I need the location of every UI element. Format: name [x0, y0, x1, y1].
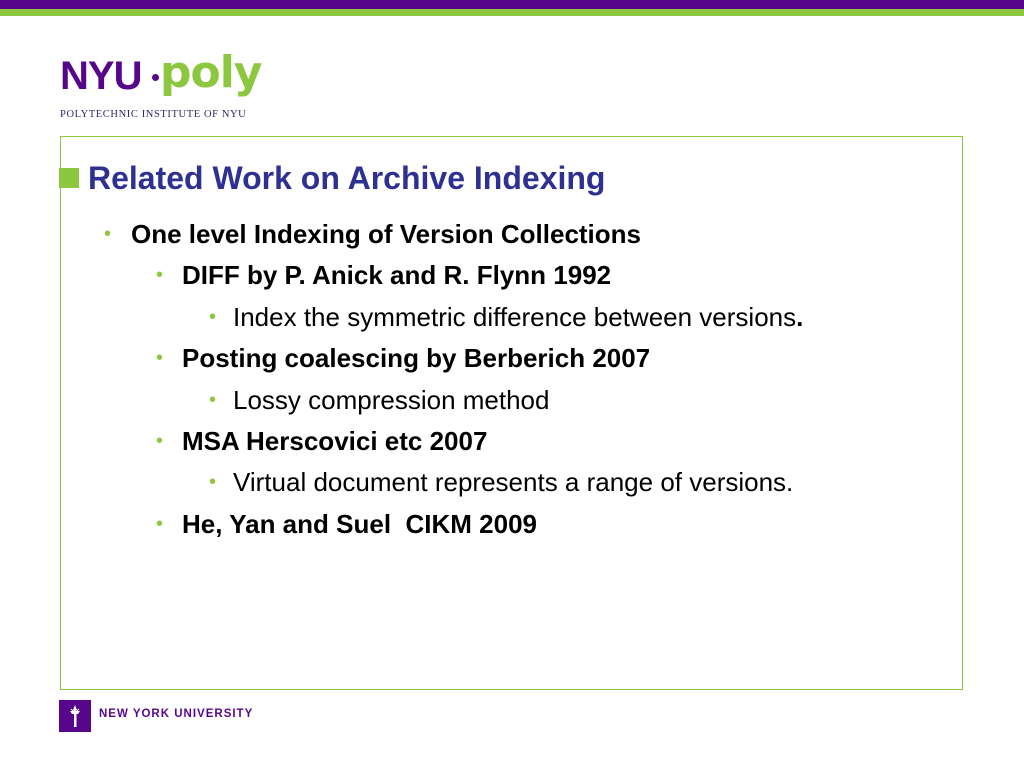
title-square-bullet-icon	[59, 168, 79, 188]
logo-subtitle: POLYTECHNIC INSTITUTE OF NYU	[60, 109, 247, 120]
list-item-text: Posting coalescing by Berberich 2007	[182, 343, 651, 373]
list-item	[233, 466, 793, 498]
list-item-period: .	[796, 302, 804, 332]
list-item-text: MSA Herscovici etc 2007	[182, 426, 488, 456]
list-item-text: Index the symmetric difference between versions	[233, 302, 797, 332]
list-item-text: He, Yan and Suel CIKM 2009	[182, 509, 537, 539]
nyu-poly-logo	[60, 47, 280, 122]
list-item	[182, 425, 487, 457]
bullet-dot-icon: •	[104, 223, 112, 245]
bullet-dot-icon: •	[156, 264, 164, 286]
list-item	[131, 218, 641, 250]
logo-nyu-text: NYU	[60, 54, 142, 98]
nyu-torch-icon	[59, 700, 91, 732]
list-item-text: Lossy compression method	[233, 385, 550, 415]
list-item	[233, 384, 549, 416]
footer-university-name: NEW YORK UNIVERSITY	[99, 708, 254, 720]
bullet-dot-icon: •	[156, 430, 164, 452]
list-item-text: DIFF by P. Anick and R. Flynn 1992	[182, 260, 612, 290]
top-bar-green	[0, 9, 1024, 16]
list-item	[233, 301, 803, 333]
slide-title: Related Work on Archive Indexing	[88, 160, 606, 196]
list-item	[182, 342, 650, 374]
top-bar-purple	[0, 0, 1024, 9]
list-item	[182, 259, 611, 291]
list-item-text: One level Indexing of Version Collections	[131, 219, 642, 249]
bullet-dot-icon: •	[209, 389, 217, 411]
bullet-dot-icon: •	[156, 513, 164, 535]
list-item	[182, 508, 537, 540]
list-item-text: Virtual document represents a range of versions.	[233, 467, 794, 497]
logo-dot	[152, 74, 159, 81]
logo-poly-text: poly	[160, 47, 262, 98]
bullet-dot-icon: •	[209, 306, 217, 328]
bullet-dot-icon: •	[156, 347, 164, 369]
bullet-dot-icon: •	[209, 471, 217, 493]
